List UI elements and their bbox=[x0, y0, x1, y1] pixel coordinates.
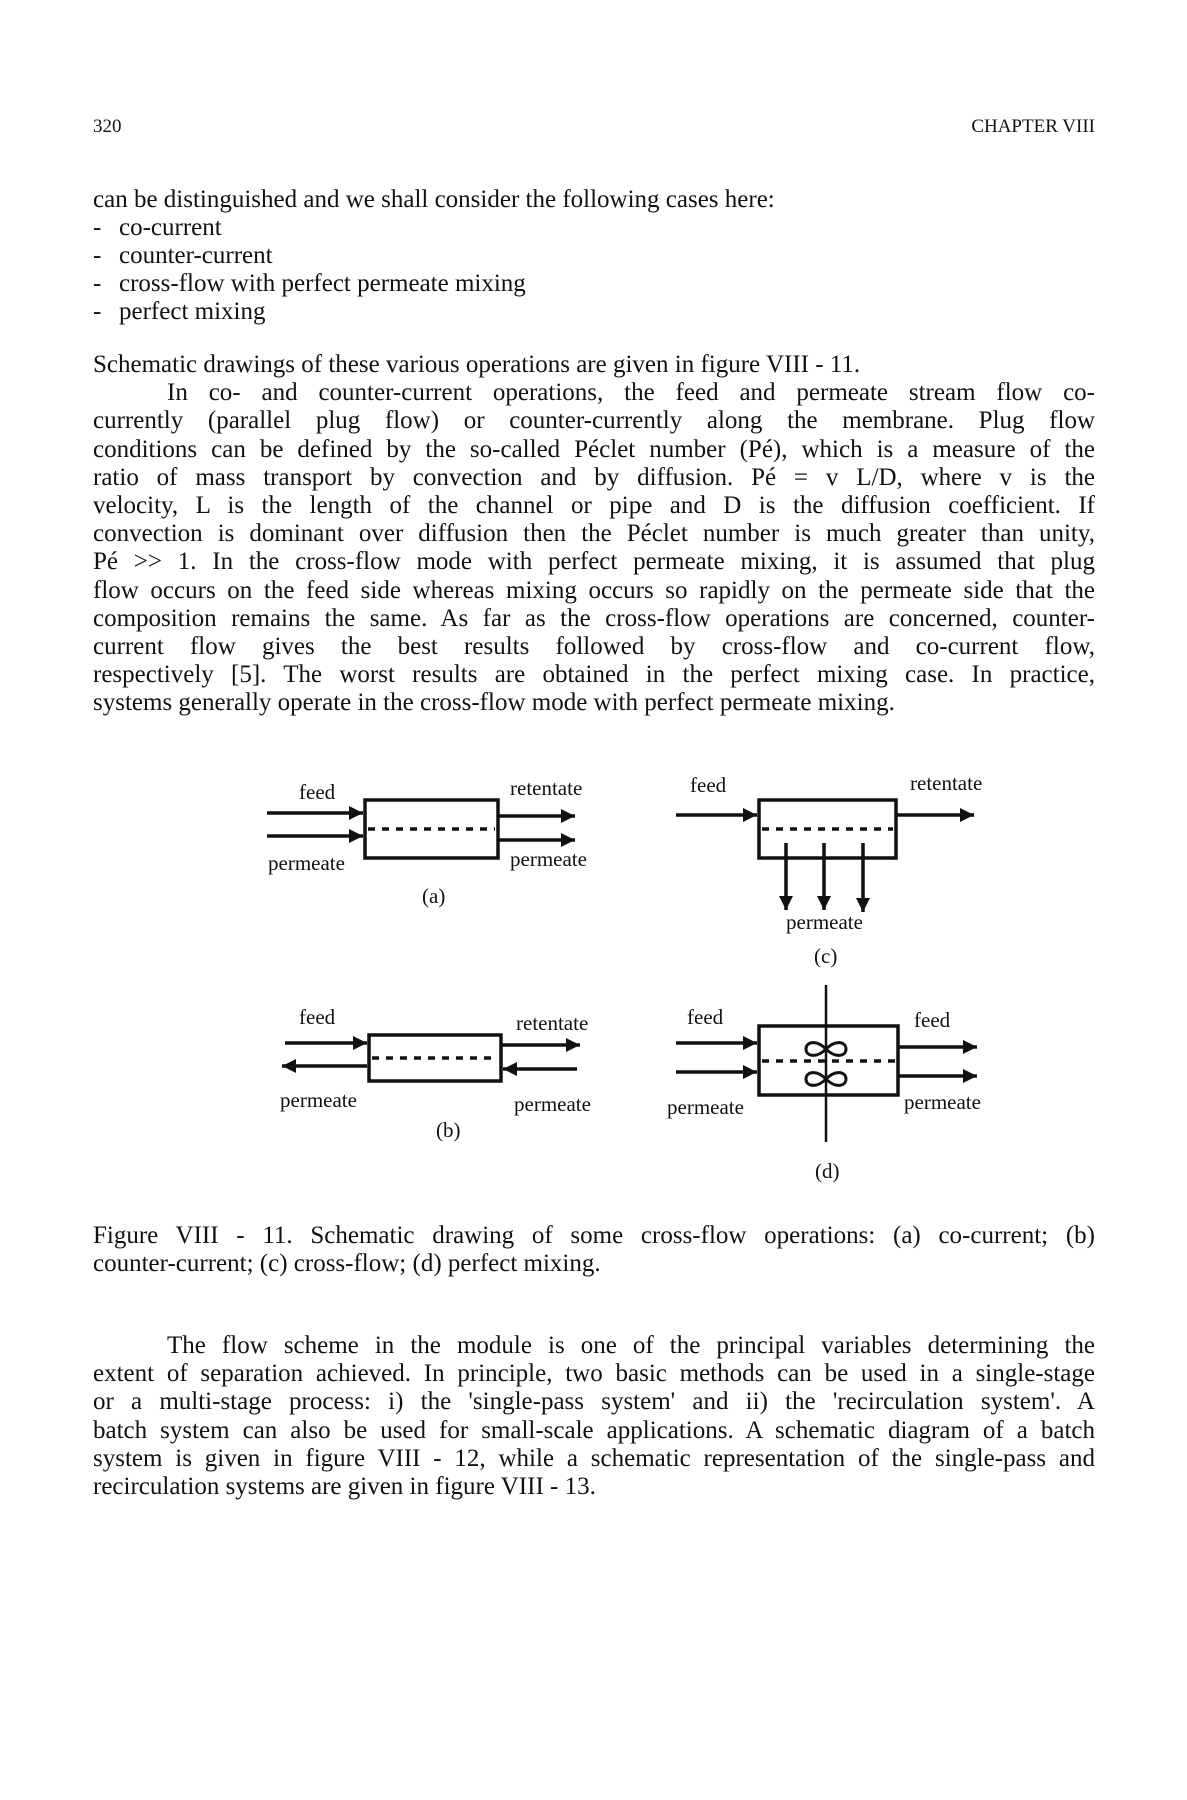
label-feed: feed bbox=[914, 1008, 951, 1032]
text-line: Schematic drawings of these various operations are given in figure VIII - 11. bbox=[93, 351, 861, 378]
label-retentate: retentate bbox=[516, 1011, 589, 1035]
page-number: 320 bbox=[93, 116, 122, 137]
text-line: recirculation systems are given in figure VIII - 13. bbox=[93, 1473, 596, 1500]
list-item-text: co-current bbox=[119, 214, 222, 241]
text-line: conditions can be defined by the so-called Péclet number (Pé), which is a measure of the bbox=[93, 435, 1095, 463]
list-item: - cross-flow with perfect permeate mixing bbox=[93, 270, 526, 297]
text-line: In co- and counter-current operations, the feed and permeate stream flow co- bbox=[167, 379, 1095, 407]
text-line: extent of separation achieved. In principle, two basic methods can be used in a single-stage bbox=[93, 1360, 1095, 1388]
text-line: flow occurs on the feed side whereas mixing occurs so rapidly on the permeate side that the bbox=[93, 576, 1095, 604]
panel-label-c: (c) bbox=[814, 944, 838, 968]
list-item: - co-current bbox=[93, 214, 222, 241]
text-line: composition remains the same. As far as the cross-flow operations are concerned, counter- bbox=[93, 604, 1095, 632]
text-line: systems generally operate in the cross-flow mode with perfect permeate mixing. bbox=[93, 689, 895, 717]
running-header: CHAPTER VIII bbox=[971, 116, 1095, 137]
label-feed: feed bbox=[687, 1005, 724, 1029]
figure-caption-line: Figure VIII - 11. Schematic drawing of some cross-flow operations: (a) co-current; (b) bbox=[93, 1222, 1095, 1249]
list-item-text: cross-flow with perfect permeate mixing bbox=[119, 270, 526, 297]
text-line: Pé >> 1. In the cross-flow mode with perfect permeate mixing, it is assumed that plug bbox=[93, 548, 1095, 576]
label-permeate: permeate bbox=[904, 1090, 981, 1114]
label-permeate: permeate bbox=[280, 1088, 357, 1112]
text-line: The flow scheme in the module is one of the principal variables determining the bbox=[167, 1332, 1095, 1359]
label-feed: feed bbox=[690, 773, 727, 797]
text-line: currently (parallel plug flow) or counter-currently along the membrane. Plug flow bbox=[93, 407, 1095, 435]
label-feed: feed bbox=[299, 1005, 336, 1029]
label-retentate: retentate bbox=[910, 771, 983, 795]
list-item: - counter-current bbox=[93, 242, 273, 269]
text-line: velocity, L is the length of the channel or pipe and D is the diffusion coefficient. If bbox=[93, 492, 1095, 519]
label-permeate: permeate bbox=[786, 910, 863, 934]
list-item: - perfect mixing bbox=[93, 298, 266, 325]
label-permeate: permeate bbox=[268, 851, 345, 875]
panel-label-b: (b) bbox=[436, 1118, 461, 1142]
list-item-text: counter-current bbox=[119, 242, 273, 269]
label-retentate: retentate bbox=[510, 776, 583, 800]
text-line: convection is dominant over diffusion then the Péclet number is much greater than unity, bbox=[93, 520, 1095, 548]
panel-label-a: (a) bbox=[422, 884, 446, 908]
text-line: or a multi-stage process: i) the 'single-pass system' and ii) the 'recirculation system'. A bbox=[93, 1388, 1095, 1416]
panel-label-d: (d) bbox=[815, 1159, 840, 1183]
text-line: respectively [5]. The worst results are obtained in the perfect mixing case. In practice, bbox=[93, 661, 1095, 689]
label-permeate: permeate bbox=[510, 847, 587, 871]
text-line: current flow gives the best results followed by cross-flow and co-current flow, bbox=[93, 633, 1095, 660]
label-permeate: permeate bbox=[514, 1092, 591, 1116]
text-line: system is given in figure VIII - 12, while a schematic representation of the single-pass and bbox=[93, 1444, 1095, 1472]
intro-line: can be distinguished and we shall consider the following cases here: bbox=[93, 186, 775, 213]
text-line: batch system can also be used for small-scale applications. A schematic diagram of a batch bbox=[93, 1416, 1095, 1444]
label-feed: feed bbox=[299, 780, 336, 804]
list-item-text: perfect mixing bbox=[119, 298, 266, 325]
figure-caption-line: counter-current; (c) cross-flow; (d) perfect mixing. bbox=[93, 1250, 601, 1277]
label-permeate: permeate bbox=[667, 1095, 744, 1119]
text-line: ratio of mass transport by convection and by diffusion. Pé = v L/D, where v is the bbox=[93, 463, 1095, 491]
